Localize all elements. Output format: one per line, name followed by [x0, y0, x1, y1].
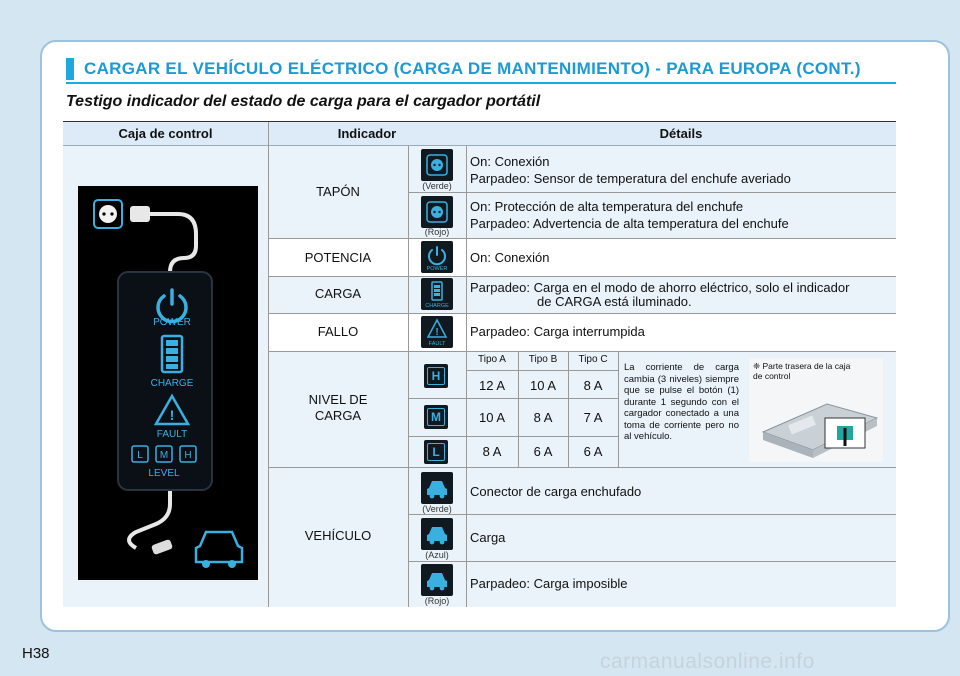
- plug-red-indicator: [421, 196, 453, 228]
- section-title-bar: [66, 58, 896, 80]
- level-l-indicator: [424, 440, 448, 464]
- level-l-type-a: 8 A: [482, 444, 502, 459]
- level-l-letter: L: [427, 443, 445, 461]
- title-underline: [66, 82, 896, 84]
- grid-line: [268, 313, 896, 314]
- warning-icon: [421, 316, 453, 348]
- power-indicator: [421, 241, 453, 273]
- level-note: La corriente de carga cambia (3 niveles) siempre que se pulse el botón (1) durante 1 segundo con el cargador conectado a una toma de corriente pero no al vehículo.: [624, 362, 739, 442]
- title-accent: [66, 58, 74, 80]
- caption-azul: (Azul): [425, 550, 449, 560]
- level-h-type-c: 8 A: [583, 378, 603, 393]
- row-label-carga: CARGA: [314, 286, 362, 301]
- vehicle-green-indicator: [421, 472, 453, 504]
- col-header-control-box: Caja de control: [63, 122, 268, 146]
- grid-line: [408, 436, 618, 437]
- plug-icon: [421, 196, 453, 228]
- grid-line: [618, 351, 619, 467]
- level-l-type-c: 6 A: [583, 444, 603, 459]
- row-label-tapon: TAPÓN: [316, 184, 360, 199]
- carga-detail-line1: Parpadeo: Carga en el modo de ahorro eléctrico, solo el indicador: [470, 280, 850, 295]
- grid-line: [268, 276, 896, 277]
- level-m-indicator: [424, 405, 448, 429]
- fault-label: FAULT: [156, 429, 188, 440]
- power-icon: [421, 241, 453, 273]
- caption-verde-vehiculo: (Verde): [422, 504, 452, 514]
- page-number: H38: [22, 645, 50, 662]
- grid-line: [466, 370, 618, 371]
- grid-line: [408, 398, 618, 399]
- level-m-letter: M: [427, 408, 445, 426]
- row-label-vehiculo: VEHÍCULO: [304, 528, 372, 543]
- vehicle-blue-indicator: [421, 518, 453, 550]
- tapon-detail-on: On: Conexión: [470, 154, 550, 169]
- row-label-nivel-2: CARGA: [314, 408, 362, 423]
- carga-detail-line2: de CARGA está iluminado.: [537, 294, 692, 309]
- grid-line: [268, 238, 896, 239]
- svg-text:FAULT: FAULT: [428, 341, 446, 347]
- level-letter-h: H: [184, 450, 192, 461]
- level-h-letter: H: [427, 367, 445, 385]
- grid-line: [268, 467, 896, 468]
- charge-indicator: [421, 278, 453, 310]
- caption-rojo: (Rojo): [424, 227, 450, 237]
- subtitle: Testigo indicador del estado de carga para el cargador portátil: [66, 93, 541, 110]
- level-h-type-a: 12 A: [478, 378, 506, 393]
- level-l-type-b: 6 A: [533, 444, 553, 459]
- charge-label: CHARGE: [150, 378, 194, 389]
- row-label-potencia: POTENCIA: [304, 250, 372, 265]
- car-icon: [421, 518, 453, 550]
- indicator-table: [63, 121, 896, 607]
- svg-text:!: !: [169, 407, 175, 423]
- level-letter-l: L: [137, 450, 143, 461]
- section-title: CARGAR EL VEHÍCULO ELÉCTRICO (CARGA DE MANTENIMIENTO) - PARA EUROPA (CONT.): [84, 59, 861, 78]
- svg-text:POWER: POWER: [426, 266, 448, 272]
- potencia-detail: On: Conexión: [470, 250, 550, 265]
- level-m-type-b: 8 A: [533, 410, 553, 425]
- level-h-indicator: [424, 364, 448, 388]
- fallo-detail: Parpadeo: Carga interrumpida: [470, 324, 645, 339]
- grid-line: [408, 192, 896, 193]
- type-a-header: Tipo A: [478, 354, 506, 365]
- level-m-type-c: 7 A: [583, 410, 603, 425]
- plug-green-indicator: [421, 149, 453, 181]
- vehiculo-detail-blink: Parpadeo: Carga imposible: [470, 576, 628, 591]
- watermark: carmanualsonline.info: [600, 650, 815, 673]
- control-box-illustration: [78, 186, 258, 580]
- type-b-header: Tipo B: [528, 354, 558, 365]
- grid-line: [408, 514, 896, 515]
- grid-line: [408, 146, 409, 607]
- tapon-detail-blink-red: Parpadeo: Advertencia de alta temperatura del enchufe: [470, 216, 789, 231]
- caption-verde: (Verde): [422, 181, 452, 191]
- grid-line: [408, 561, 896, 562]
- fault-indicator: [421, 316, 453, 348]
- level-letter-m: M: [159, 450, 169, 461]
- row-label-fallo: FALLO: [317, 324, 359, 339]
- grid-line: [466, 146, 467, 607]
- car-icon: [421, 564, 453, 596]
- type-c-header: Tipo C: [578, 354, 608, 365]
- vehiculo-detail-connected: Conector de carga enchufado: [470, 484, 642, 499]
- level-m-type-a: 10 A: [478, 410, 506, 425]
- battery-icon: [421, 278, 453, 310]
- level-label: LEVEL: [148, 468, 180, 479]
- plug-icon: [421, 149, 453, 181]
- row-label-nivel-1: NIVEL DE: [308, 392, 368, 407]
- car-icon: [421, 472, 453, 504]
- level-h-type-b: 10 A: [529, 378, 557, 393]
- caption-rojo-vehiculo: (Rojo): [424, 596, 450, 606]
- photo-note: ❈ Parte trasera de la caja de control: [753, 361, 851, 381]
- vehiculo-detail-charging: Carga: [470, 530, 506, 545]
- svg-text:CHARGE: CHARGE: [425, 303, 449, 309]
- col-header-indicator: Indicador: [268, 122, 466, 146]
- tapon-detail-on-red: On: Protección de alta temperatura del enchufe: [470, 199, 744, 214]
- vehicle-red-indicator: [421, 564, 453, 596]
- power-label: POWER: [153, 317, 191, 328]
- col-header-details: Détails: [466, 122, 896, 146]
- svg-text:!: !: [435, 327, 439, 338]
- tapon-detail-blink: Parpadeo: Sensor de temperatura del enchufe averiado: [470, 171, 791, 186]
